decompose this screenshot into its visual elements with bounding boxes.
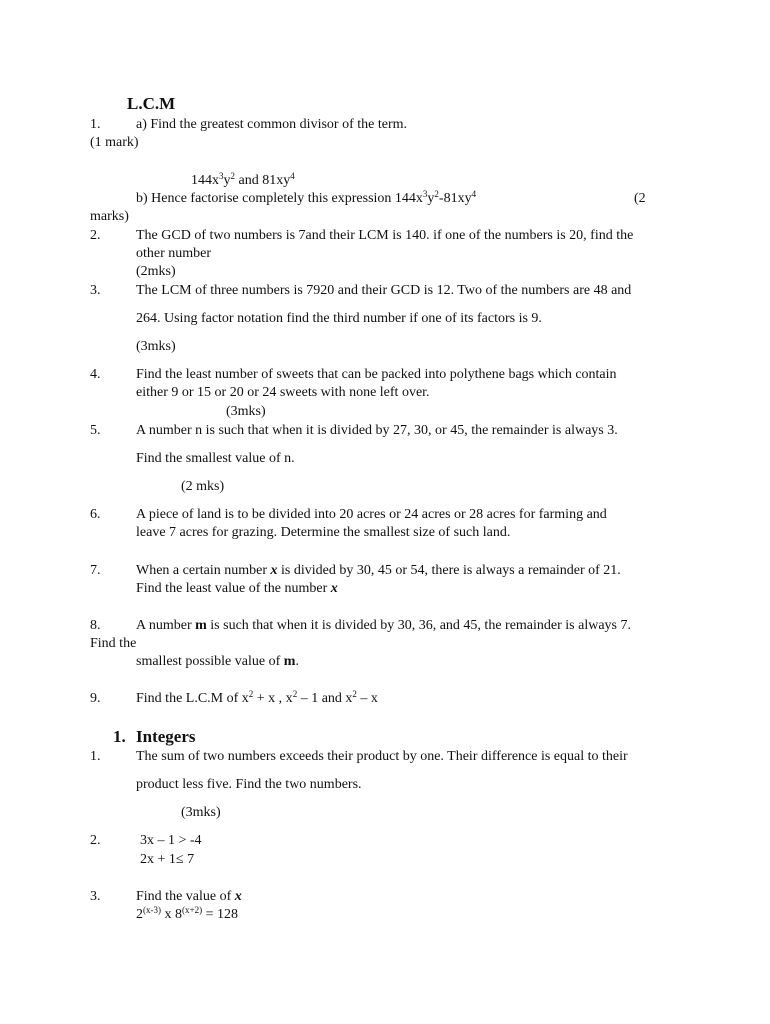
- question-number: 1.: [90, 749, 101, 764]
- question-number: 6.: [90, 507, 101, 522]
- question-number: 1.: [90, 117, 101, 132]
- section-number-integers: 1.: [113, 727, 126, 746]
- question-text: product less five. Find the two numbers.: [136, 777, 362, 792]
- question-marks: (2mks): [136, 264, 176, 279]
- question-text: When a certain number x is divided by 30, 45 or 54, there is always a remainder of 21.: [136, 563, 621, 578]
- question-number: 7.: [90, 563, 101, 578]
- question-number: 4.: [90, 367, 101, 382]
- question-marks: (1 mark): [90, 135, 139, 150]
- question-text: The sum of two numbers exceeds their product by one. Their difference is equal to their: [136, 749, 628, 764]
- question-marks: (3mks): [181, 805, 221, 820]
- question-number: 3.: [90, 889, 101, 904]
- inequality: 2x + 1≤ 7: [140, 852, 195, 867]
- question-marks: (3mks): [136, 339, 176, 354]
- exponential-equation: 2$^{(x-3)}$ x $8^{(x+2)} = 128$: [136, 905, 238, 922]
- question-text: A number n is such that when it is divided by 27, 30, or 45, the remainder is always 3.: [136, 423, 618, 438]
- question-text: smallest possible value of m.: [136, 654, 299, 669]
- question-text: 264. Using factor notation find the third number if one of its factors is 9.: [136, 311, 542, 326]
- question-text: other number: [136, 246, 212, 261]
- question-text: either 9 or 15 or 20 or 24 sweets with none left over.: [136, 385, 430, 400]
- question-text: Find the smallest value of n.: [136, 451, 295, 466]
- question-marks: (2: [634, 191, 646, 206]
- question-text: leave 7 acres for grazing. Determine the smallest size of such land.: [136, 525, 511, 540]
- question-text: The LCM of three numbers is 7920 and their GCD is 12. Two of the numbers are 48 and: [136, 283, 632, 298]
- question-marks: (2 mks): [181, 479, 225, 494]
- question-text: Find the: [90, 636, 137, 651]
- inequality: 3x – 1 > -4: [140, 833, 202, 848]
- question-marks: (3mks): [226, 404, 266, 419]
- question-text: The GCD of two numbers is 7and their LCM is 140. if one of the numbers is 20, find the: [136, 228, 634, 243]
- question-marks: marks): [90, 209, 129, 224]
- question-number: 3.: [90, 283, 101, 298]
- section-title-integers: Integers: [136, 727, 196, 746]
- question-number: 2.: [90, 833, 101, 848]
- question-number: 9.: [90, 691, 101, 706]
- question-number: 2.: [90, 228, 101, 243]
- question-text: A number m is such that when it is divided by 30, 36, and 45, the remainder is always 7.: [136, 618, 631, 633]
- question-number: 8.: [90, 618, 101, 633]
- expression: $144x^3y^2$ and $81xy^4$: [191, 171, 295, 188]
- question-text: b) Hence factorise completely this expression $144x^3y^2-81xy^4$: [136, 189, 477, 206]
- question-text: Find the least number of sweets that can be packed into polythene bags which contain: [136, 367, 617, 382]
- question-text: Find the L.C.M of $x^2 + x$ , $x^2 - 1$ and $x^2$ – x: [136, 689, 378, 706]
- question-number: 5.: [90, 423, 101, 438]
- question-text: Find the least value of the number x: [136, 581, 338, 596]
- question-text: a) Find the greatest common divisor of the term.: [136, 117, 407, 132]
- section-title-lcm: L.C.M: [127, 94, 176, 113]
- question-text: Find the value of x: [136, 889, 242, 904]
- question-text: A piece of land is to be divided into 20 acres or 24 acres or 28 acres for farming and: [136, 507, 607, 522]
